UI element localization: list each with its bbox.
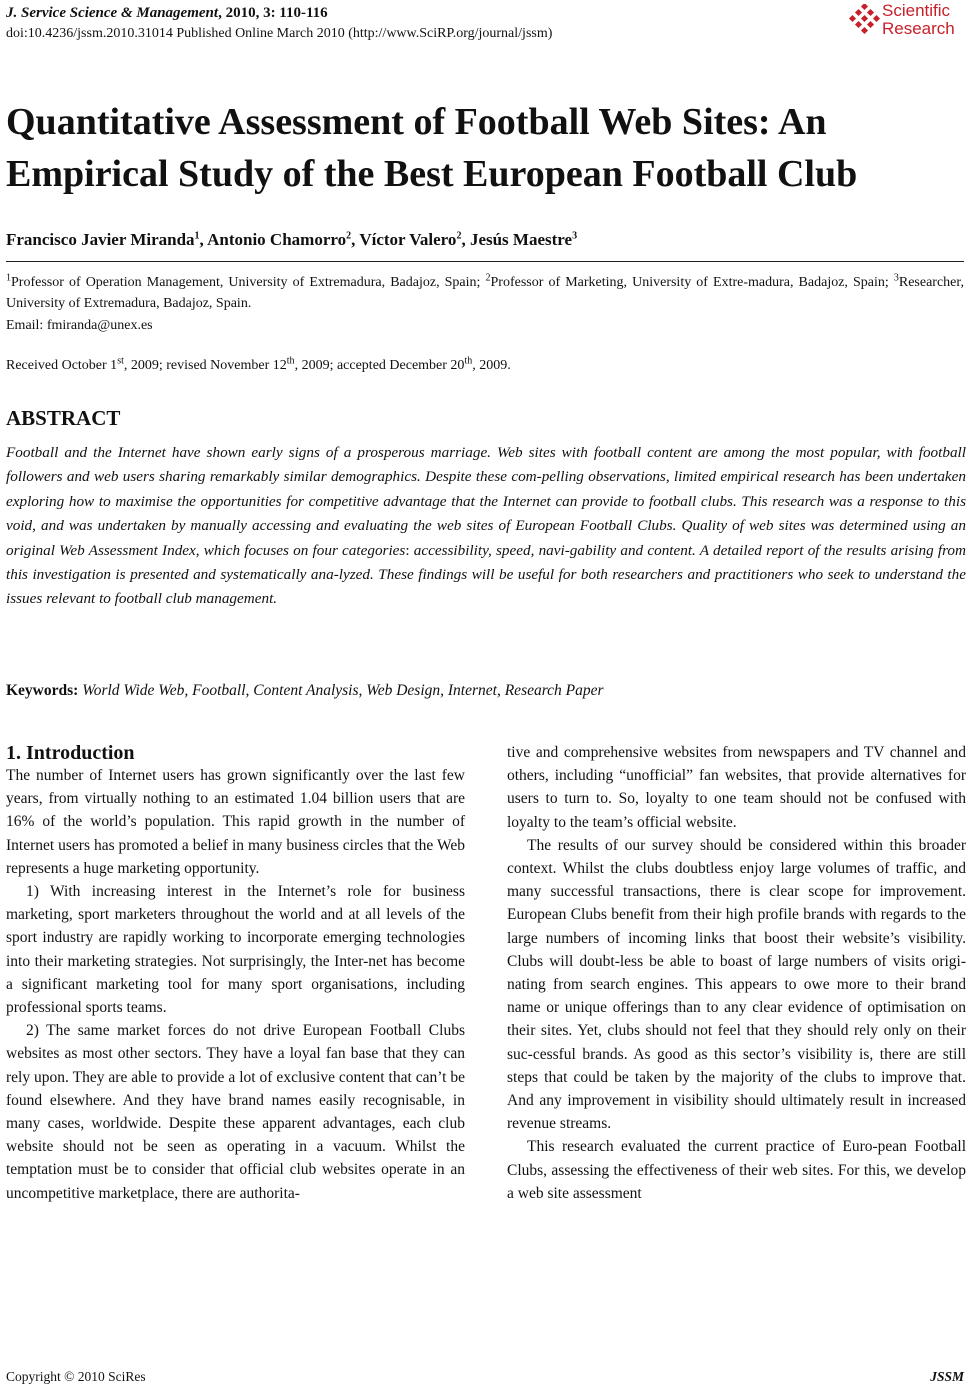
paper-title: Quantitative Assessment of Football Web Sites: An Empirical Study of the Best European Football Club bbox=[6, 101, 858, 195]
paragraph: 1) With increasing interest in the Internet’s role for business marketing, sport marketers throughout the world and at all levels of the sport industry are rapidly working to incorporate emerging technologies into their marketing strategies. Not surprisingly, the Inter-net has become a significant marketing tool for many sport organisations, including professional sports teams. bbox=[6, 883, 465, 1017]
publisher-logo bbox=[848, 2, 966, 42]
paragraph: This research evaluated the current practice of Euro-pean Football Clubs, assessing the effectiveness of their web sites. For this, we develop a web site assessment bbox=[507, 1138, 966, 1202]
author-name: Antonio Chamorro bbox=[207, 230, 347, 249]
author-name: Víctor Valero bbox=[359, 230, 457, 249]
journal-citation bbox=[6, 4, 328, 23]
author-name: Francisco Javier Miranda bbox=[6, 230, 195, 249]
abstract-text: Football and the Internet have shown early signs of a prosperous marriage. Web sites with football content are among the most popular, with football followers and web users sharing remarkably similar demographics. Despite these com-pelling observations, limited empirical research has been undertaken exploring how to maximise the opportunities for competitive advantage that the Internet can provide to football clubs. This research was a response to this void, and was undertaken by manually accessing and evaluating the web sites of European Football Clubs. Quality of web sites was determined using an original Web Assessment Index, which focuses on four categories: accessibility, speed, navi-gability and content. A detailed report of the results arising from this investigation is presented and systematically ana-lyzed. These findings will be useful for both researchers and practitioners who seek to understand the issues relevant to football club management. bbox=[6, 444, 966, 608]
keywords-list: World Wide Web, Football, Content Analysis, Web Design, Internet, Research Paper bbox=[78, 682, 604, 699]
paragraph: 2) The same market forces do not drive European Football Clubs websites as most other sectors. They have a loyal fan base that they can rely upon. They are able to provide a lot of exclusive content that can’t be found elsewhere. And they have brand names easily recognisable, in many cases, worldwide. Despite these apparent advantages, each club website should not be seen as operating in a vacuum. Whilst the temptation must be to consider that official club websites operate in an uncompetitive marketplace, there are authorita- bbox=[6, 1022, 465, 1202]
footer-journal-abbrev: JSSM bbox=[930, 1369, 964, 1384]
received-dates: Received October 1st, 2009; revised November 12th, 2009; accepted December 20th, 2009. bbox=[6, 355, 511, 373]
author-list: Francisco Javier Miranda$^1$, Antonio Chamorro$^2$, Víctor Valero$^2$, Jesús Maestre$^3$ bbox=[6, 230, 578, 249]
abstract-heading: ABSTRACT bbox=[6, 406, 121, 430]
author-affiliation-mark: 1 bbox=[194, 230, 200, 242]
author-name: Jesús Maestre bbox=[469, 230, 573, 249]
title-divider bbox=[6, 261, 964, 262]
logo-text: Scientific Research bbox=[882, 1, 955, 38]
doi-line: doi:10.4236/jssm.2010.31014 Published Online March 2010 (http://www.SciRP.org/journal/jssm) bbox=[6, 26, 553, 41]
author-affiliation-mark: 2 bbox=[346, 230, 352, 242]
paragraph: tive and comprehensive websites from newspapers and TV channel and others, including “unofficial” fan websites, that provide alternatives for users to turn to. So, loyalty to one team should not be confused with loyalty to the team’s official website. bbox=[507, 744, 966, 831]
author-affiliation-mark: 2 bbox=[456, 230, 462, 242]
author-affiliation-mark: 3 bbox=[572, 230, 578, 242]
author-email: Email: fmiranda@unex.es bbox=[6, 318, 153, 333]
paragraph: The number of Internet users has grown significantly over the last few years, from virtually nothing to an estimated 1.04 billion users that are 16% of the world’s population. This rapid growth in the number of Internet users has promoted a belief in many business circles that the Web represents a huge marketing opportunity. bbox=[6, 767, 465, 877]
section-heading-introduction: 1. Introduction bbox=[6, 742, 135, 764]
body-column-left bbox=[6, 764, 465, 1205]
keywords-label: Keywords bbox=[6, 682, 74, 699]
body-column-right bbox=[507, 741, 966, 1205]
journal-volume: , 2010, 3: 110-116 bbox=[218, 5, 328, 21]
affiliations: $^1$Professor of Operation Management, University of Extremadura, Badajoz, Spain; $^2$Professor of Marketing, University of Extre-madura, Badajoz, Spain; $^3$Researcher, University of Extremadura, Badajoz, Spain. bbox=[6, 272, 964, 311]
scientific-research-logo-icon bbox=[848, 4, 880, 36]
footer-copyright: Copyright © 2010 SciRes bbox=[6, 1369, 146, 1384]
paragraph: The results of our survey should be considered within this broader context. Whilst the clubs doubtless enjoy large volumes of traffic, and many successful transactions, there is clear scope for improvement. European Clubs benefit from their high profile brands with regards to the large numbers of incoming links that boost their website’s visibility. Clubs will doubt-less be able to boast of large numbers of visits origi-nating from search engines. This appears to owe more to their brand name or unique offerings than to any clear evidence of optimisation on their sites. Yet, clubs should not feel that they should rely only on their suc-cessful brands. As good as this sector’s visibility is, there are still steps that could be taken by the majority of the clubs to improve that. And any improvement in visibility should ultimately result in increased revenue streams. bbox=[507, 836, 966, 1133]
keywords: Keywords: World Wide Web, Football, Content Analysis, Web Design, Internet, Research Paper bbox=[6, 682, 604, 699]
journal-name: J. Service Science & Management bbox=[6, 5, 219, 21]
